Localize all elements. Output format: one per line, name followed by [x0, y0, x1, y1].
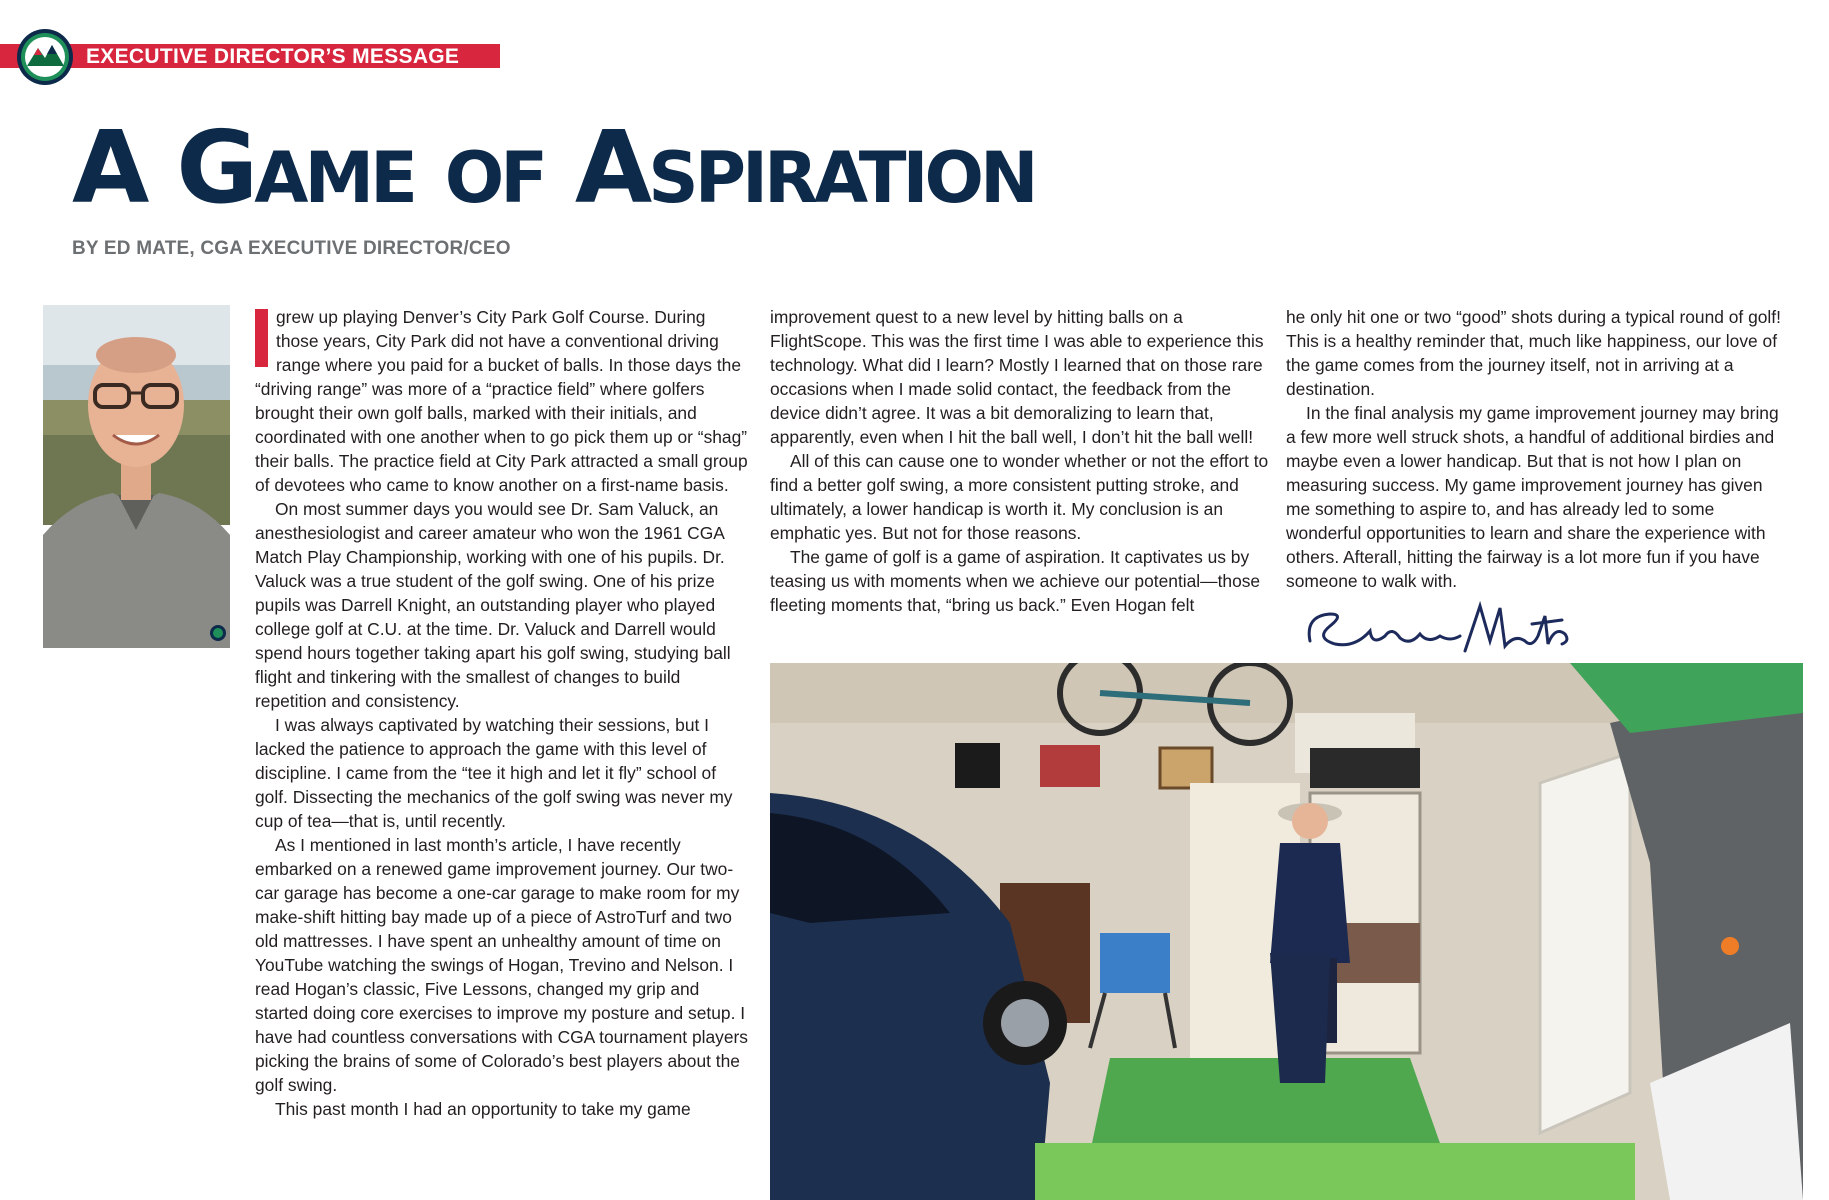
author-portrait — [43, 305, 230, 648]
paragraph-5: This past month I had an opportunity to take my game — [275, 1099, 691, 1119]
paragraph-6: improvement quest to a new level by hitting balls on a FlightScope. This was the first time I was able to experience this technology. What did I learn? Mostly I learned that on those rare occasions when I made solid contact, the feedback from the device didn’t agree. It was a bit demoralizing to learn that, apparently, even when I hit the ball well, I don’t hit the ball well! — [770, 307, 1264, 447]
article-column-3 — [1286, 305, 1786, 593]
article-column-2 — [770, 305, 1270, 617]
paragraph-10: In the final analysis my game improvement journey may bring a few more well struck shots, a handful of additional birdies and maybe even a lower handicap. But that is not how I plan on measuring success. My game improvement journey has given me something to aspire to, and has already led to some wonderful opportunities to learn and share the experience with others. Afterall, hitting the fairway is a lot more fun if you have someone to walk with. — [1286, 403, 1779, 591]
paragraph-7: All of this can cause one to wonder whether or not the effort to find a better golf swing, a more consistent putting stroke, and ultimately, a lower handicap is worth it. My conclusion is an emphatic yes. But not for those reasons. — [770, 451, 1269, 543]
signature — [1300, 596, 1580, 666]
paragraph-9: he only hit one or two “good” shots during a typical round of golf! This is a healthy reminder that, much like happiness, our love of the game comes from the journey itself, not in arriving at a destination. — [1286, 307, 1781, 399]
section-label: EXECUTIVE DIRECTOR’S MESSAGE — [86, 45, 460, 68]
article-column-1 — [255, 305, 751, 1121]
drop-cap: I — [255, 309, 268, 367]
page-title: A Game of Aspiration — [72, 109, 1035, 226]
garage-photo — [770, 663, 1803, 1200]
paragraph-1: I grew up playing Denver’s City Park Golf Course. During those years, City Park did not have a conventional driving range where you paid for a bucket of balls. In those days the “driving range” was more of a “practice field” where golfers brought their own golf balls, marked with their initials, and coordinated with one another when to go pick them up or “shag” their balls. The practice field at City Park attracted a small group of devotees who came to know another on a first-name basis. — [255, 307, 748, 495]
paragraph-8: The game of golf is a game of aspiration. It captivates us by teasing us with moments when we achieve our potential—those fleeting moments that, “bring us back.” Even Hogan felt — [770, 547, 1261, 615]
paragraph-3: I was always captivated by watching their sessions, but I lacked the patience to approach the game with this level of discipline. I came from the “tee it high and let it fly” school of golf. Dissecting the mechanics of the golf swing was never my cup of tea—that is, until recently. — [255, 715, 733, 831]
paragraph-2: On most summer days you would see Dr. Sam Valuck, an anesthesiologist and career amateur who won the 1961 CGA Match Play Championship, working with one of his pupils. Dr. Valuck was a true student of the golf swing. One of his prize pupils was Darrell Knight, an outstanding player who played college golf at C.U. at the time. Dr. Valuck and Darrell would spend hours together taking apart his golf swing, studying ball flight and tinkering with the smallest of changes to build repetition and consistency. — [255, 499, 731, 711]
cga-mountain-logo-icon — [16, 28, 74, 86]
byline: BY ED MATE, CGA EXECUTIVE DIRECTOR/CEO — [72, 238, 511, 259]
paragraph-4: As I mentioned in last month’s article, I have recently embarked on a renewed game improvement journey. Our two-car garage has become a one-car garage to make room for my make-shift hitting bay made up of a piece of AstroTurf and two old mattresses. I have spent an unhealthy amount of time on YouTube watching the swings of Hogan, Trevino and Nelson. I read Hogan’s classic, Five Lessons, changed my grip and started doing core exercises to improve my posture and setup. I have had countless conversations with CGA tournament players picking the brains of some of Colorado’s best players about the golf swing. — [255, 835, 749, 1095]
